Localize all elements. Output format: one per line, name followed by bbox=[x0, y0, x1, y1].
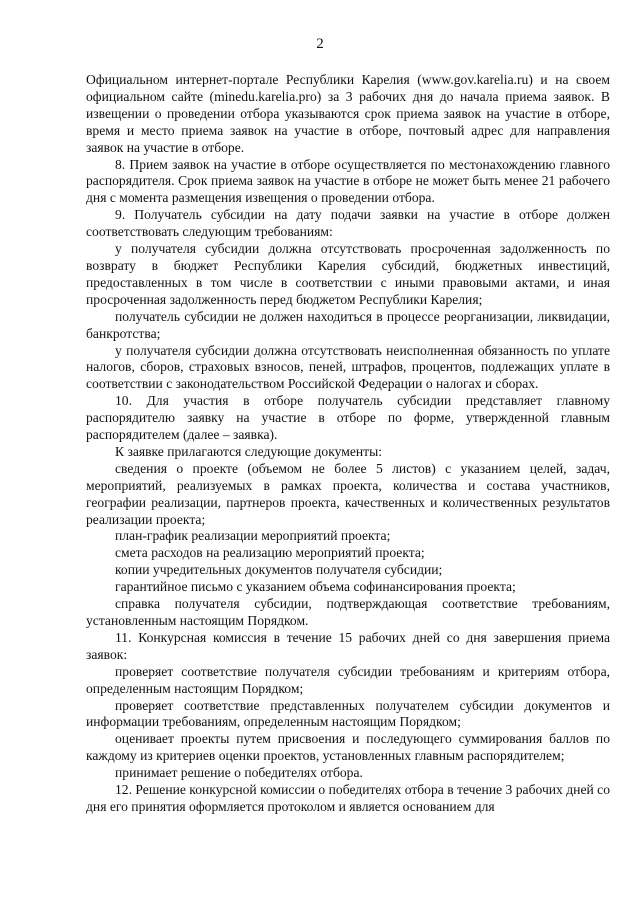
document-body bbox=[86, 72, 610, 816]
commission-checks-documents: проверяет соответствие представленных получателем субсидии документов и информации требованиям, определенным настоящим Порядком; bbox=[86, 697, 610, 730]
commission-decides-winners: принимает решение о победителях отбора. bbox=[115, 765, 363, 781]
requirement-no-debt: у получателя субсидии должна отсутствовать просроченная задолженность по возврату в бюджет Республики Карелия субсидий, бюджетных инвестиций, предоставленных в том числе в соответствии с иными правовыми актами, и иная просроченная задолженность перед бюджетом Республики Карелия; bbox=[86, 241, 610, 307]
commission-checks-compliance: проверяет соответствие получателя субсидии требованиям и критериям отбора, определенным настоящим Порядком; bbox=[86, 663, 610, 696]
paragraph-item-8: 8. Прием заявок на участие в отборе осуществляется по местонахождению главного распорядителя. Срок приема заявок на участие в отборе не может быть менее 21 рабочего дня с момента размещения извещения о проведении отбора. bbox=[86, 156, 610, 206]
commission-evaluates-projects: оценивает проекты путем присвоения и последующего суммирования баллов по каждому из критериев оценки проектов, установленных главным распорядителем; bbox=[86, 731, 610, 764]
document-guarantee-letter: гарантийное письмо с указанием объема софинансирования проекта; bbox=[115, 579, 516, 595]
requirement-no-tax-obligation: у получателя субсидии должна отсутствовать неисполненная обязанность по уплате налогов, сборов, страховых взносов, пеней, штрафов, процентов, подлежащих уплате в соответствии с законодательством Российской Федерации о налогах и сборах. bbox=[86, 342, 610, 392]
document-schedule: план-график реализации мероприятий проекта; bbox=[115, 528, 391, 544]
document-project-info: сведения о проекте (объемом не более 5 листов) с указанием целей, задач, мероприятий, реализуемых в рамках проекта, количества и состава участников, географии реализации, партнеров проекта, качественных и количественных результатов реализации проекта; bbox=[86, 460, 610, 527]
document-compliance-certificate: справка получателя субсидии, подтверждающая соответствие требованиям, установленным настоящим Порядком. bbox=[86, 596, 610, 628]
requirement-no-reorganization: получатель субсидии не должен находиться в процессе реорганизации, ликвидации, банкротства; bbox=[86, 308, 610, 341]
attached-documents-intro: К заявке прилагаются следующие документы: bbox=[115, 443, 382, 459]
paragraph-item-9: 9. Получатель субсидии на дату подачи заявки на участие в отборе должен соответствовать следующим требованиям: bbox=[86, 207, 610, 240]
paragraph-item-11: 11. Конкурсная комиссия в течение 15 рабочих дней со дня завершения приема заявок: bbox=[86, 629, 610, 662]
paragraph-continuation: Официальном интернет-портале Республики Карелия (www.gov.karelia.ru) и на своем официальном сайте (minedu.karelia.pro) за 3 рабочих дня до начала приема заявок. В извещении о проведении отбора указываются срок приема заявок на участие в отборе, время и место приема заявок на участие в отборе, почтовый адрес для направления заявок на участие в отборе. bbox=[86, 72, 610, 155]
document-cost-estimate: смета расходов на реализацию мероприятий проекта; bbox=[115, 545, 425, 561]
paragraph-item-10: 10. Для участия в отборе получатель субсидии представляет главному распорядителю заявку на участие в отборе по форме, утвержденной главным распорядителем (далее – заявка). bbox=[86, 393, 610, 443]
document-founding-copies: копии учредительных документов получателя субсидии; bbox=[115, 562, 443, 578]
page-number: 2 bbox=[316, 36, 324, 52]
paragraph-item-12: 12. Решение конкурсной комиссии о победителях отбора в течение 3 рабочих дней со дня его принятия оформляется протоколом и является основанием для bbox=[86, 782, 610, 814]
